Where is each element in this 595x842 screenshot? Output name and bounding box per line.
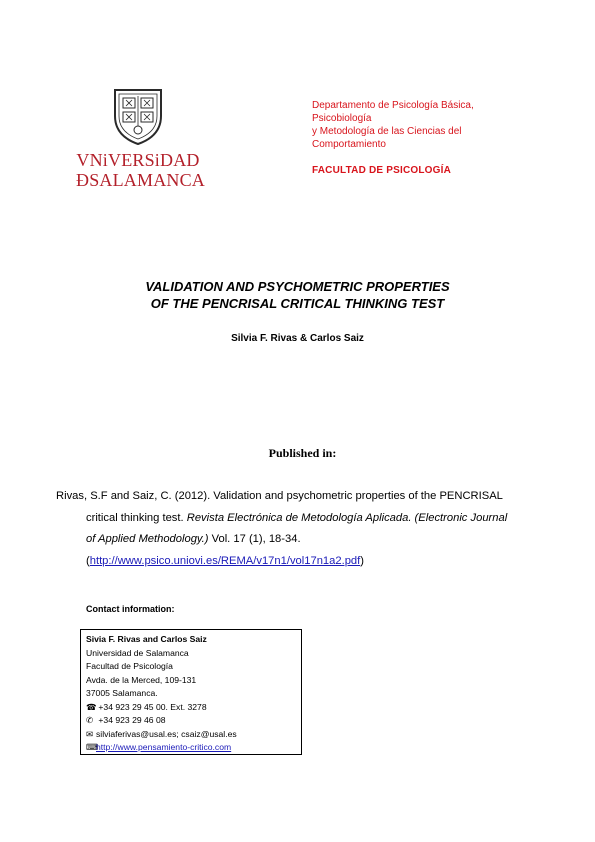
department-line: Psicobiología [312,113,372,124]
contact-phone-line [86,701,301,715]
logo-text-salamanca: ÐSALAMANCA [76,170,206,190]
department-line: y Metodología de las Ciencias del [312,126,462,137]
citation-text: critical thinking test. [86,511,187,524]
contact-city: 37005 Salamanca. [86,688,158,698]
contact-email-line [86,728,301,742]
phone-icon: ☎ [86,701,97,712]
contact-street: Avda. de la Merced, 109-131 [86,674,197,685]
envelope-icon: ✉ [86,728,94,739]
title-line-2: OF THE PENCRISAL CRITICAL THINKING TEST [150,296,445,311]
citation [56,486,546,572]
contact-emails[interactable]: silviaferivas@usal.es; csaiz@usal.es [96,728,237,739]
department-block [312,99,512,176]
university-seal-icon [109,86,167,146]
citation-line-3 [56,529,546,551]
journal-name: Revista Electrónica de Metodología Aplicada. (Electronic Journal [186,511,508,524]
published-in-label: Published in: [268,446,337,460]
paper-authors: Silvia F. Rivas & Carlos Saiz [231,333,364,344]
title-line-1: VALIDATION AND PSYCHOMETRIC PROPERTIES [145,279,450,294]
citation-line-1: Rivas, S.F and Saiz, C. (2012). Validation and psychometric properties of the PENCRISAL [56,490,503,502]
contact-box [80,629,302,755]
computer-icon: ⌨ [86,742,99,752]
paren-open: ( [86,554,90,567]
contact-fax-line [86,714,301,728]
logo-text-universidad: VNiVERSiDAD [76,150,200,170]
citation-line-4 [56,551,546,573]
contact-name: Sivia F. Rivas and Carlos Saiz [86,634,207,644]
contact-faculty: Facultad de Psicología [86,661,173,671]
contact-fax: +34 923 29 46 08 [98,715,166,725]
contact-institution: Universidad de Salamanca [86,647,189,658]
article-link[interactable]: http://www.psico.uniovi.es/REMA/v17n1/vol17n1a2.pdf [89,554,361,567]
university-logo [76,86,206,192]
faculty-name: FACULTAD DE PSICOLOGÍA [312,165,452,176]
journal-name-end: of Applied Methodology.) [86,533,209,545]
department-line: Comportamiento [312,139,386,150]
fax-icon: ✆ [86,715,94,725]
contact-phone: +34 923 29 45 00. Ext. 3278 [98,701,207,712]
paren-close: ) [360,554,364,567]
paper-title [0,278,595,312]
volume-info: Vol. 17 (1), 18-34. [208,533,301,545]
department-line: Departamento de Psicología Básica, [312,100,474,111]
website-link[interactable]: http://www.pensamiento-critico.com [96,742,232,752]
citation-line-2 [56,508,546,530]
contact-web-line [86,741,301,755]
contact-heading: Contact information: [86,604,175,614]
